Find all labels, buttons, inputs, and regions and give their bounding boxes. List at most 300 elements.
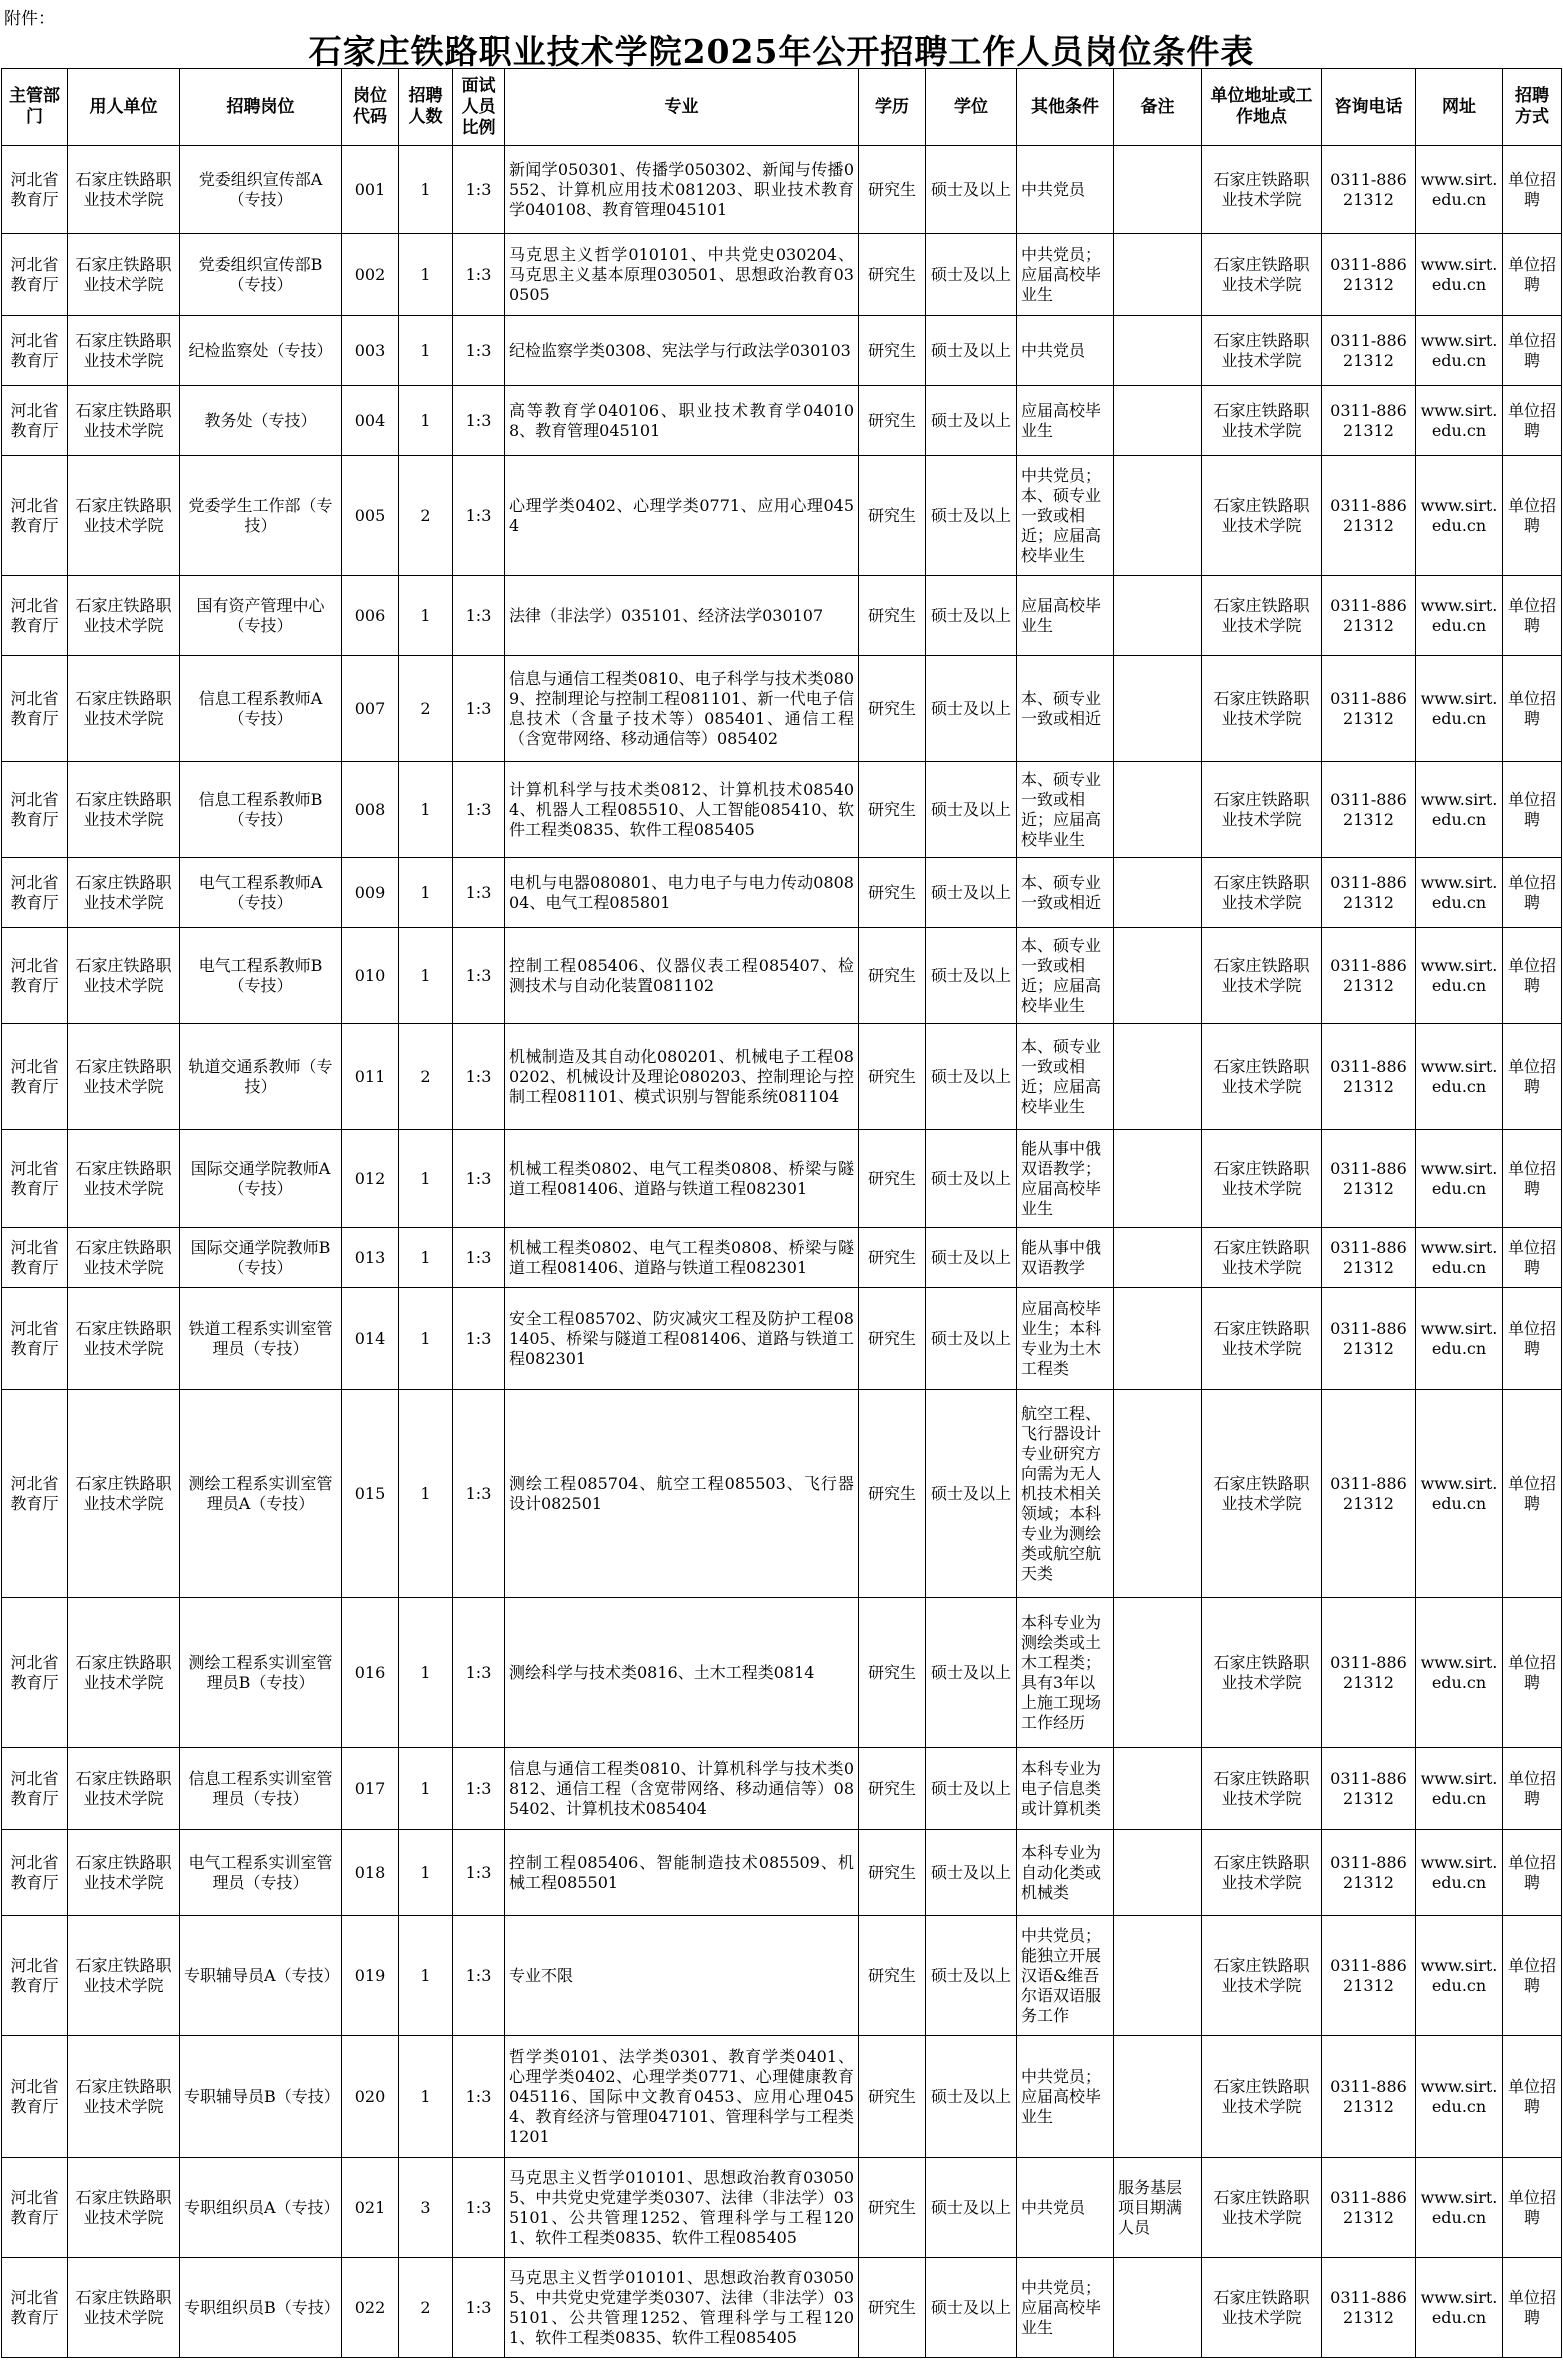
cell-note [1114, 1598, 1202, 1748]
header-count: 招聘人数 [399, 69, 453, 146]
cell-code: 017 [342, 1748, 399, 1830]
table-row [2, 234, 1562, 316]
cell-unit: 石家庄铁路职业技术学院 [68, 2036, 180, 2158]
cell-degree: 硕士及以上 [926, 1830, 1017, 1916]
table-row [2, 1830, 1562, 1916]
cell-major: 信息与通信工程类0810、计算机科学与技术类0812、通信工程（含宽带网络、移动通信等）085402、计算机技术085404 [505, 1748, 859, 1830]
cell-post: 电气工程系教师A（专技） [180, 858, 342, 928]
cell-unit: 石家庄铁路职业技术学院 [68, 1130, 180, 1228]
cell-note [1114, 762, 1202, 858]
cell-website: www.sirt.edu.cn [1416, 1916, 1503, 2036]
cell-degree: 硕士及以上 [926, 386, 1017, 456]
table-row [2, 656, 1562, 762]
cell-major: 专业不限 [505, 1916, 859, 2036]
cell-phone: 0311-88621312 [1322, 858, 1416, 928]
header-unit: 用人单位 [68, 69, 180, 146]
cell-ratio: 1:3 [453, 576, 505, 656]
cell-ratio: 1:3 [453, 316, 505, 386]
cell-major: 哲学类0101、法学类0301、教育学类0401、心理学类0402、心理学类0771、心理健康教育045116、国际中文教育0453、应用心理0454、教育经济与管理047101、管理科学与工程类1201 [505, 2036, 859, 2158]
cell-note [1114, 234, 1202, 316]
table-body [2, 146, 1562, 2358]
cell-code: 003 [342, 316, 399, 386]
cell-code: 012 [342, 1130, 399, 1228]
cell-note: 服务基层项目期满人员 [1114, 2158, 1202, 2258]
job-conditions-table [1, 68, 1562, 2358]
cell-method: 单位招聘 [1503, 2258, 1562, 2358]
cell-ratio: 1:3 [453, 762, 505, 858]
cell-dept: 河北省教育厅 [2, 576, 68, 656]
cell-method: 单位招聘 [1503, 1024, 1562, 1130]
cell-education: 研究生 [859, 1024, 926, 1130]
cell-method: 单位招聘 [1503, 316, 1562, 386]
cell-count: 3 [399, 2158, 453, 2258]
cell-major: 机械制造及其自动化080201、机械电子工程080202、机械设计及理论080203、控制理论与控制工程081101、模式识别与智能系统081104 [505, 1024, 859, 1130]
cell-website: www.sirt.edu.cn [1416, 762, 1503, 858]
cell-method: 单位招聘 [1503, 1916, 1562, 2036]
cell-unit: 石家庄铁路职业技术学院 [68, 858, 180, 928]
cell-code: 018 [342, 1830, 399, 1916]
cell-note [1114, 2036, 1202, 2158]
table-row [2, 1288, 1562, 1390]
cell-code: 007 [342, 656, 399, 762]
cell-dept: 河北省教育厅 [2, 1228, 68, 1288]
header-other: 其他条件 [1017, 69, 1114, 146]
cell-major: 马克思主义哲学010101、中共党史030204、马克思主义基本原理030501、思想政治教育030505 [505, 234, 859, 316]
cell-unit: 石家庄铁路职业技术学院 [68, 234, 180, 316]
cell-address: 石家庄铁路职业技术学院 [1202, 1024, 1322, 1130]
cell-education: 研究生 [859, 1916, 926, 2036]
cell-website: www.sirt.edu.cn [1416, 1228, 1503, 1288]
cell-code: 004 [342, 386, 399, 456]
cell-degree: 硕士及以上 [926, 1916, 1017, 2036]
cell-phone: 0311-88621312 [1322, 234, 1416, 316]
cell-note [1114, 316, 1202, 386]
cell-major: 电机与电器080801、电力电子与电力传动080804、电气工程085801 [505, 858, 859, 928]
cell-note [1114, 456, 1202, 576]
cell-ratio: 1:3 [453, 656, 505, 762]
cell-education: 研究生 [859, 576, 926, 656]
cell-degree: 硕士及以上 [926, 656, 1017, 762]
cell-post: 国际交通学院教师A（专技） [180, 1130, 342, 1228]
cell-count: 2 [399, 656, 453, 762]
header-major: 专业 [505, 69, 859, 146]
cell-method: 单位招聘 [1503, 2036, 1562, 2158]
cell-note [1114, 386, 1202, 456]
cell-address: 石家庄铁路职业技术学院 [1202, 656, 1322, 762]
cell-count: 1 [399, 1748, 453, 1830]
cell-unit: 石家庄铁路职业技术学院 [68, 1288, 180, 1390]
cell-note [1114, 1228, 1202, 1288]
cell-ratio: 1:3 [453, 2158, 505, 2258]
cell-ratio: 1:3 [453, 386, 505, 456]
cell-count: 1 [399, 1288, 453, 1390]
cell-method: 单位招聘 [1503, 146, 1562, 234]
cell-post: 专职辅导员B（专技） [180, 2036, 342, 2158]
cell-major: 测绘科学与技术类0816、土木工程类0814 [505, 1598, 859, 1748]
cell-phone: 0311-88621312 [1322, 1390, 1416, 1598]
cell-method: 单位招聘 [1503, 1748, 1562, 1830]
header-education: 学历 [859, 69, 926, 146]
cell-major: 信息与通信工程类0810、电子科学与技术类0809、控制理论与控制工程081101、新一代电子信息技术（含量子技术等）085401、通信工程（含宽带网络、移动通信等）085402 [505, 656, 859, 762]
cell-ratio: 1:3 [453, 1130, 505, 1228]
cell-post: 轨道交通系教师（专技） [180, 1024, 342, 1130]
cell-unit: 石家庄铁路职业技术学院 [68, 316, 180, 386]
header-phone: 咨询电话 [1322, 69, 1416, 146]
cell-code: 001 [342, 146, 399, 234]
cell-code: 011 [342, 1024, 399, 1130]
cell-dept: 河北省教育厅 [2, 1916, 68, 2036]
cell-ratio: 1:3 [453, 1916, 505, 2036]
header-degree: 学位 [926, 69, 1017, 146]
cell-education: 研究生 [859, 234, 926, 316]
cell-other: 本、硕专业一致或相近；应届高校毕业生 [1017, 928, 1114, 1024]
cell-dept: 河北省教育厅 [2, 1390, 68, 1598]
cell-other: 航空工程、飞行器设计专业研究方向需为无人机技术相关领域；本科专业为测绘类或航空航天类 [1017, 1390, 1114, 1598]
table-row [2, 1228, 1562, 1288]
cell-code: 014 [342, 1288, 399, 1390]
cell-count: 1 [399, 2036, 453, 2158]
cell-unit: 石家庄铁路职业技术学院 [68, 1748, 180, 1830]
cell-note [1114, 576, 1202, 656]
cell-ratio: 1:3 [453, 858, 505, 928]
cell-phone: 0311-88621312 [1322, 146, 1416, 234]
cell-address: 石家庄铁路职业技术学院 [1202, 234, 1322, 316]
header-post: 招聘岗位 [180, 69, 342, 146]
cell-method: 单位招聘 [1503, 1390, 1562, 1598]
cell-other: 中共党员；应届高校毕业生 [1017, 2258, 1114, 2358]
cell-code: 008 [342, 762, 399, 858]
attachment-label: 附件： [4, 9, 55, 29]
cell-post: 专职辅导员A（专技） [180, 1916, 342, 2036]
cell-website: www.sirt.edu.cn [1416, 858, 1503, 928]
cell-major: 安全工程085702、防灾减灾工程及防护工程081405、桥梁与隧道工程081406、道路与铁道工程082301 [505, 1288, 859, 1390]
cell-education: 研究生 [859, 2036, 926, 2158]
cell-address: 石家庄铁路职业技术学院 [1202, 1916, 1322, 2036]
table-row [2, 456, 1562, 576]
cell-dept: 河北省教育厅 [2, 928, 68, 1024]
cell-count: 1 [399, 858, 453, 928]
cell-major: 控制工程085406、智能制造技术085509、机械工程085501 [505, 1830, 859, 1916]
cell-address: 石家庄铁路职业技术学院 [1202, 858, 1322, 928]
cell-address: 石家庄铁路职业技术学院 [1202, 576, 1322, 656]
cell-education: 研究生 [859, 146, 926, 234]
cell-degree: 硕士及以上 [926, 456, 1017, 576]
cell-address: 石家庄铁路职业技术学院 [1202, 2036, 1322, 2158]
cell-other: 中共党员；应届高校毕业生 [1017, 234, 1114, 316]
cell-degree: 硕士及以上 [926, 2036, 1017, 2158]
cell-major: 控制工程085406、仪器仪表工程085407、检测技术与自动化装置081102 [505, 928, 859, 1024]
cell-method: 单位招聘 [1503, 656, 1562, 762]
cell-phone: 0311-88621312 [1322, 656, 1416, 762]
table-row [2, 1130, 1562, 1228]
cell-website: www.sirt.edu.cn [1416, 2258, 1503, 2358]
cell-degree: 硕士及以上 [926, 1130, 1017, 1228]
cell-method: 单位招聘 [1503, 2158, 1562, 2258]
cell-website: www.sirt.edu.cn [1416, 146, 1503, 234]
cell-website: www.sirt.edu.cn [1416, 316, 1503, 386]
cell-phone: 0311-88621312 [1322, 1598, 1416, 1748]
header-dept: 主管部门 [2, 69, 68, 146]
cell-unit: 石家庄铁路职业技术学院 [68, 1024, 180, 1130]
cell-note [1114, 1916, 1202, 2036]
table-row [2, 146, 1562, 234]
cell-post: 电气工程系实训室管理员（专技） [180, 1830, 342, 1916]
cell-note [1114, 146, 1202, 234]
table-row [2, 1916, 1562, 2036]
cell-education: 研究生 [859, 2258, 926, 2358]
cell-other: 应届高校毕业生 [1017, 576, 1114, 656]
cell-website: www.sirt.edu.cn [1416, 234, 1503, 316]
cell-method: 单位招聘 [1503, 386, 1562, 456]
cell-post: 信息工程系教师A（专技） [180, 656, 342, 762]
cell-post: 信息工程系实训室管理员（专技） [180, 1748, 342, 1830]
cell-address: 石家庄铁路职业技术学院 [1202, 762, 1322, 858]
cell-ratio: 1:3 [453, 2036, 505, 2158]
cell-dept: 河北省教育厅 [2, 386, 68, 456]
cell-major: 机械工程类0802、电气工程类0808、桥梁与隧道工程081406、道路与铁道工程082301 [505, 1228, 859, 1288]
table-row [2, 1598, 1562, 1748]
cell-dept: 河北省教育厅 [2, 2258, 68, 2358]
cell-other: 本科专业为电子信息类或计算机类 [1017, 1748, 1114, 1830]
cell-unit: 石家庄铁路职业技术学院 [68, 1598, 180, 1748]
cell-unit: 石家庄铁路职业技术学院 [68, 146, 180, 234]
table-row [2, 386, 1562, 456]
cell-unit: 石家庄铁路职业技术学院 [68, 762, 180, 858]
cell-unit: 石家庄铁路职业技术学院 [68, 2258, 180, 2358]
cell-post: 纪检监察处（专技） [180, 316, 342, 386]
table-row [2, 2258, 1562, 2358]
cell-note [1114, 858, 1202, 928]
cell-ratio: 1:3 [453, 146, 505, 234]
cell-count: 1 [399, 1130, 453, 1228]
cell-other: 应届高校毕业生 [1017, 386, 1114, 456]
cell-note [1114, 1830, 1202, 1916]
cell-ratio: 1:3 [453, 234, 505, 316]
cell-count: 2 [399, 1024, 453, 1130]
cell-post: 信息工程系教师B（专技） [180, 762, 342, 858]
cell-ratio: 1:3 [453, 1390, 505, 1598]
cell-dept: 河北省教育厅 [2, 858, 68, 928]
cell-website: www.sirt.edu.cn [1416, 386, 1503, 456]
cell-phone: 0311-88621312 [1322, 1024, 1416, 1130]
cell-count: 1 [399, 1598, 453, 1748]
cell-count: 1 [399, 576, 453, 656]
cell-website: www.sirt.edu.cn [1416, 656, 1503, 762]
cell-phone: 0311-88621312 [1322, 1228, 1416, 1288]
cell-phone: 0311-88621312 [1322, 2258, 1416, 2358]
cell-major: 纪检监察学类0308、宪法学与行政法学030103 [505, 316, 859, 386]
cell-unit: 石家庄铁路职业技术学院 [68, 656, 180, 762]
cell-ratio: 1:3 [453, 1830, 505, 1916]
cell-address: 石家庄铁路职业技术学院 [1202, 928, 1322, 1024]
cell-phone: 0311-88621312 [1322, 1916, 1416, 2036]
cell-post: 测绘工程系实训室管理员A（专技） [180, 1390, 342, 1598]
cell-unit: 石家庄铁路职业技术学院 [68, 1916, 180, 2036]
cell-education: 研究生 [859, 1228, 926, 1288]
cell-other: 中共党员 [1017, 2158, 1114, 2258]
cell-dept: 河北省教育厅 [2, 146, 68, 234]
cell-education: 研究生 [859, 1830, 926, 1916]
cell-website: www.sirt.edu.cn [1416, 2036, 1503, 2158]
table-row [2, 2036, 1562, 2158]
cell-dept: 河北省教育厅 [2, 1130, 68, 1228]
cell-education: 研究生 [859, 2158, 926, 2258]
cell-unit: 石家庄铁路职业技术学院 [68, 1228, 180, 1288]
cell-code: 009 [342, 858, 399, 928]
cell-ratio: 1:3 [453, 1228, 505, 1288]
cell-dept: 河北省教育厅 [2, 762, 68, 858]
cell-ratio: 1:3 [453, 456, 505, 576]
cell-dept: 河北省教育厅 [2, 656, 68, 762]
cell-address: 石家庄铁路职业技术学院 [1202, 316, 1322, 386]
cell-count: 1 [399, 386, 453, 456]
cell-degree: 硕士及以上 [926, 1288, 1017, 1390]
cell-degree: 硕士及以上 [926, 576, 1017, 656]
cell-degree: 硕士及以上 [926, 858, 1017, 928]
cell-dept: 河北省教育厅 [2, 1288, 68, 1390]
cell-phone: 0311-88621312 [1322, 1288, 1416, 1390]
cell-other: 中共党员；本、硕专业一致或相近；应届高校毕业生 [1017, 456, 1114, 576]
cell-education: 研究生 [859, 1748, 926, 1830]
cell-website: www.sirt.edu.cn [1416, 1288, 1503, 1390]
cell-unit: 石家庄铁路职业技术学院 [68, 386, 180, 456]
cell-address: 石家庄铁路职业技术学院 [1202, 2158, 1322, 2258]
header-row [2, 69, 1562, 146]
cell-education: 研究生 [859, 928, 926, 1024]
cell-count: 1 [399, 1830, 453, 1916]
cell-website: www.sirt.edu.cn [1416, 1024, 1503, 1130]
cell-education: 研究生 [859, 858, 926, 928]
cell-dept: 河北省教育厅 [2, 2036, 68, 2158]
cell-code: 013 [342, 1228, 399, 1288]
cell-phone: 0311-88621312 [1322, 316, 1416, 386]
cell-other: 应届高校毕业生；本科专业为土木工程类 [1017, 1288, 1114, 1390]
cell-note [1114, 1390, 1202, 1598]
cell-code: 021 [342, 2158, 399, 2258]
cell-address: 石家庄铁路职业技术学院 [1202, 456, 1322, 576]
cell-count: 1 [399, 1390, 453, 1598]
cell-degree: 硕士及以上 [926, 1024, 1017, 1130]
cell-note [1114, 1024, 1202, 1130]
cell-education: 研究生 [859, 1288, 926, 1390]
cell-dept: 河北省教育厅 [2, 2158, 68, 2258]
cell-post: 铁道工程系实训室管理员（专技） [180, 1288, 342, 1390]
cell-major: 新闻学050301、传播学050302、新闻与传播0552、计算机应用技术081203、职业技术教育学040108、教育管理045101 [505, 146, 859, 234]
cell-method: 单位招聘 [1503, 762, 1562, 858]
cell-address: 石家庄铁路职业技术学院 [1202, 1830, 1322, 1916]
cell-degree: 硕士及以上 [926, 2158, 1017, 2258]
cell-address: 石家庄铁路职业技术学院 [1202, 2258, 1322, 2358]
cell-major: 马克思主义哲学010101、思想政治教育030505、中共党史党建学类0307、法律（非法学）035101、公共管理1252、管理科学与工程1201、软件工程类0835、软件工程085405 [505, 2158, 859, 2258]
cell-website: www.sirt.edu.cn [1416, 1390, 1503, 1598]
cell-count: 1 [399, 234, 453, 316]
cell-degree: 硕士及以上 [926, 1228, 1017, 1288]
cell-code: 006 [342, 576, 399, 656]
cell-education: 研究生 [859, 1390, 926, 1598]
cell-address: 石家庄铁路职业技术学院 [1202, 146, 1322, 234]
cell-method: 单位招聘 [1503, 928, 1562, 1024]
cell-count: 2 [399, 456, 453, 576]
cell-dept: 河北省教育厅 [2, 1024, 68, 1130]
header-code: 岗位代码 [342, 69, 399, 146]
cell-address: 石家庄铁路职业技术学院 [1202, 1598, 1322, 1748]
cell-method: 单位招聘 [1503, 1130, 1562, 1228]
table-row [2, 928, 1562, 1024]
cell-count: 1 [399, 1916, 453, 2036]
cell-count: 1 [399, 1228, 453, 1288]
cell-phone: 0311-88621312 [1322, 1830, 1416, 1916]
cell-phone: 0311-88621312 [1322, 2036, 1416, 2158]
cell-major: 法律（非法学）035101、经济法学030107 [505, 576, 859, 656]
cell-unit: 石家庄铁路职业技术学院 [68, 1830, 180, 1916]
cell-education: 研究生 [859, 656, 926, 762]
cell-degree: 硕士及以上 [926, 1598, 1017, 1748]
cell-ratio: 1:3 [453, 1748, 505, 1830]
cell-other: 本、硕专业一致或相近 [1017, 858, 1114, 928]
cell-education: 研究生 [859, 1598, 926, 1748]
cell-phone: 0311-88621312 [1322, 386, 1416, 456]
cell-unit: 石家庄铁路职业技术学院 [68, 928, 180, 1024]
cell-other: 中共党员；能独立开展汉语&维吾尔语双语服务工作 [1017, 1916, 1114, 2036]
cell-method: 单位招聘 [1503, 1228, 1562, 1288]
cell-other: 本、硕专业一致或相近；应届高校毕业生 [1017, 1024, 1114, 1130]
cell-other: 能从事中俄双语教学 [1017, 1228, 1114, 1288]
cell-other: 中共党员 [1017, 146, 1114, 234]
cell-note [1114, 656, 1202, 762]
cell-other: 本、硕专业一致或相近；应届高校毕业生 [1017, 762, 1114, 858]
cell-method: 单位招聘 [1503, 858, 1562, 928]
cell-method: 单位招聘 [1503, 1598, 1562, 1748]
cell-code: 020 [342, 2036, 399, 2158]
cell-website: www.sirt.edu.cn [1416, 576, 1503, 656]
cell-code: 005 [342, 456, 399, 576]
cell-post: 电气工程系教师B（专技） [180, 928, 342, 1024]
cell-unit: 石家庄铁路职业技术学院 [68, 576, 180, 656]
cell-method: 单位招聘 [1503, 576, 1562, 656]
table-row [2, 2158, 1562, 2258]
cell-code: 010 [342, 928, 399, 1024]
cell-address: 石家庄铁路职业技术学院 [1202, 1748, 1322, 1830]
cell-major: 计算机科学与技术类0812、计算机技术085404、机器人工程085510、人工智能085410、软件工程类0835、软件工程085405 [505, 762, 859, 858]
cell-website: www.sirt.edu.cn [1416, 456, 1503, 576]
cell-dept: 河北省教育厅 [2, 1830, 68, 1916]
cell-post: 党委组织宣传部B（专技） [180, 234, 342, 316]
cell-post: 党委组织宣传部A（专技） [180, 146, 342, 234]
cell-phone: 0311-88621312 [1322, 1130, 1416, 1228]
cell-degree: 硕士及以上 [926, 146, 1017, 234]
table-row [2, 1024, 1562, 1130]
table-row [2, 576, 1562, 656]
cell-method: 单位招聘 [1503, 234, 1562, 316]
cell-count: 1 [399, 146, 453, 234]
cell-dept: 河北省教育厅 [2, 1598, 68, 1748]
cell-phone: 0311-88621312 [1322, 762, 1416, 858]
header-ratio: 面试人员比例 [453, 69, 505, 146]
cell-other: 中共党员；应届高校毕业生 [1017, 2036, 1114, 2158]
cell-other: 中共党员 [1017, 316, 1114, 386]
cell-count: 1 [399, 762, 453, 858]
table-row [2, 1748, 1562, 1830]
cell-other: 本科专业为测绘类或土木工程类；具有3年以上施工现场工作经历 [1017, 1598, 1114, 1748]
cell-post: 专职组织员A（专技） [180, 2158, 342, 2258]
cell-post: 教务处（专技） [180, 386, 342, 456]
cell-dept: 河北省教育厅 [2, 316, 68, 386]
cell-count: 1 [399, 316, 453, 386]
cell-unit: 石家庄铁路职业技术学院 [68, 1390, 180, 1598]
cell-code: 016 [342, 1598, 399, 1748]
cell-note [1114, 1130, 1202, 1228]
cell-code: 022 [342, 2258, 399, 2358]
